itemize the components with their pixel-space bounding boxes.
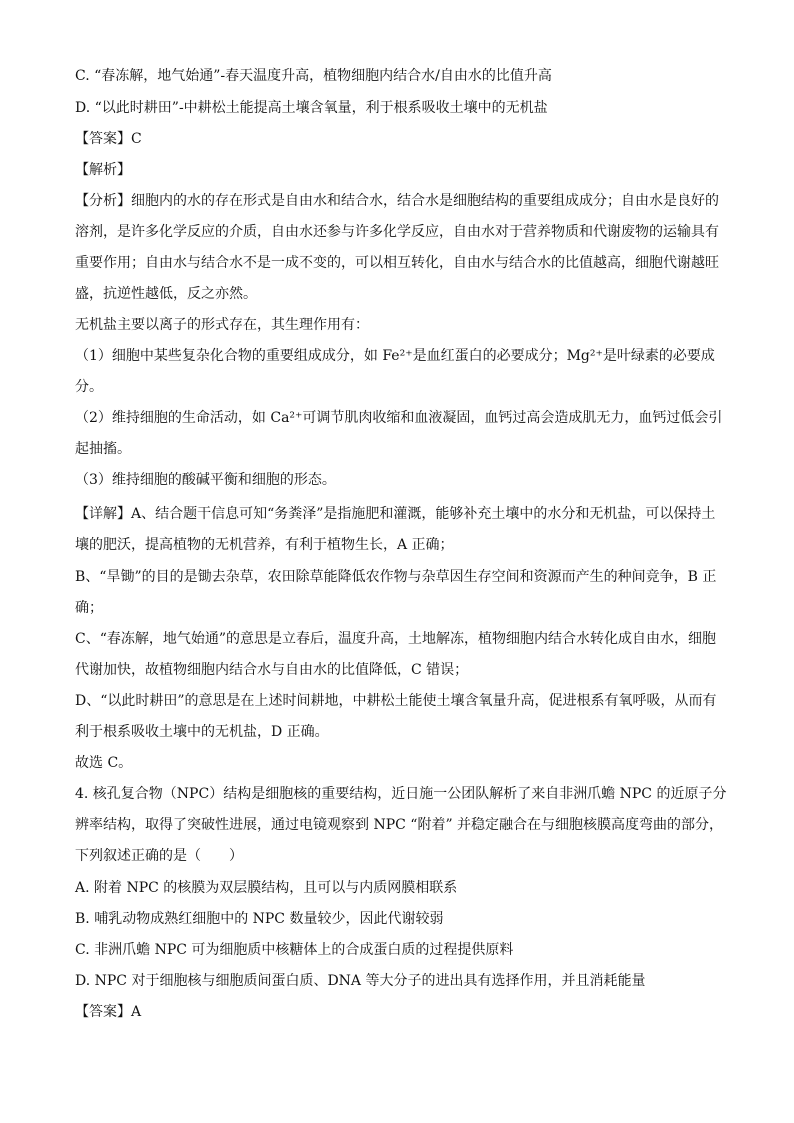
question-4-option-c: C. 非洲爪蟾 NPC 可为细胞质中核糖体上的合成蛋白质的过程提供原料 [75, 942, 514, 958]
detail-paragraph-line: C、“春冻解，地气始通”的意思是立春后，温度升高，土地解冻，植物细胞内结合水转化成自由水，细胞 [75, 631, 717, 647]
choice-line: 故选 C。 [75, 755, 133, 771]
analysis-paragraph-line: 重要作用；自由水与结合水不是一成不变的，可以相互转化，自由水与结合水的比值越高，细胞代谢越旺 [75, 255, 719, 271]
detail-paragraph-line: 代谢加快，故植物细胞内结合水与自由水的比值降低，C 错误； [75, 662, 469, 678]
salt-point-line: 起抽搐。 [75, 441, 131, 457]
salt-point-line: （2）维持细胞的生命活动，如 Ca²⁺可调节肌肉收缩和血液凝固，血钙过高会造成肌无力，血钙过低会引 [75, 410, 723, 426]
salt-point-line: （1）细胞中某些复杂化合物的重要组成成分，如 Fe²⁺是血红蛋白的必要成分；Mg²⁺是叶绿素的必要成 [75, 348, 715, 364]
option-d-text: D. “以此时耕田”-中耕松土能提高土壤含氧量，利于根系吸收土壤中的无机盐 [75, 100, 548, 116]
detail-paragraph-line: 利于根系吸收土壤中的无机盐，D 正确。 [75, 724, 329, 740]
option-c-text: C. “春冻解，地气始通”-春天温度升高，植物细胞内结合水/自由水的比值升高 [75, 68, 552, 84]
analysis-paragraph-line: 【分析】细胞内的水的存在形式是自由水和结合水，结合水是细胞结构的重要组成成分；自由水是良好的 [75, 193, 719, 209]
detail-paragraph-line: D、“以此时耕田”的意思是在上述时间耕地，中耕松土能使土壤含氧量升高，促进根系有氧呼吸，从而有 [75, 693, 717, 709]
analysis-heading: 【解析】 [75, 162, 131, 178]
salt-point-line: （3）维持细胞的酸碱平衡和细胞的形态。 [75, 472, 336, 488]
detail-paragraph-line: 【详解】A、结合题干信息可知“务粪泽”是指施肥和灌溉，能够补充土壤中的水分和无机盐，可以保持土 [75, 506, 716, 522]
detail-paragraph-line: 壤的肥沃，提高植物的无机营养，有利于植物生长，A 正确； [75, 537, 454, 553]
question-4-stem-line: 下列叙述正确的是（ ） [75, 848, 243, 864]
detail-paragraph-line: B、“旱锄”的目的是锄去杂草，农田除草能降低农作物与杂草因生存空间和资源而产生的种间竞争，B 正 [75, 569, 717, 585]
question-4-answer: 【答案】A [75, 1004, 142, 1020]
analysis-paragraph-line: 溶剂，是许多化学反应的介质，自由水还参与许多化学反应，自由水对于营养物质和代谢废物的运输具有 [75, 224, 719, 240]
salt-intro-line: 无机盐主要以离子的形式存在，其生理作用有： [75, 317, 369, 333]
question-4-stem-line: 4. 核孔复合物（NPC）结构是细胞核的重要结构，近日施一公团队解析了来自非洲爪蟾 NPC 的近原子分 [75, 786, 727, 802]
detail-paragraph-line: 确； [75, 600, 103, 616]
answer-label: 【答案】C [75, 131, 142, 147]
question-4-option-b: B. 哺乳动物成熟红细胞中的 NPC 数量较少，因此代谢较弱 [75, 911, 444, 927]
salt-point-line: 分。 [75, 379, 103, 395]
question-4-option-d: D. NPC 对于细胞核与细胞质间蛋白质、DNA 等大分子的进出具有选择作用，并且消耗能量 [75, 973, 646, 989]
question-4-option-a: A. 附着 NPC 的核膜为双层膜结构，且可以与内质网膜相联系 [75, 880, 458, 896]
analysis-paragraph-line: 盛，抗逆性越低，反之亦然。 [75, 286, 257, 302]
question-4-stem-line: 辨率结构，取得了突破性进展，通过电镜观察到 NPC “附着” 并稳定融合在与细胞核膜高度弯曲的部分， [75, 817, 724, 833]
